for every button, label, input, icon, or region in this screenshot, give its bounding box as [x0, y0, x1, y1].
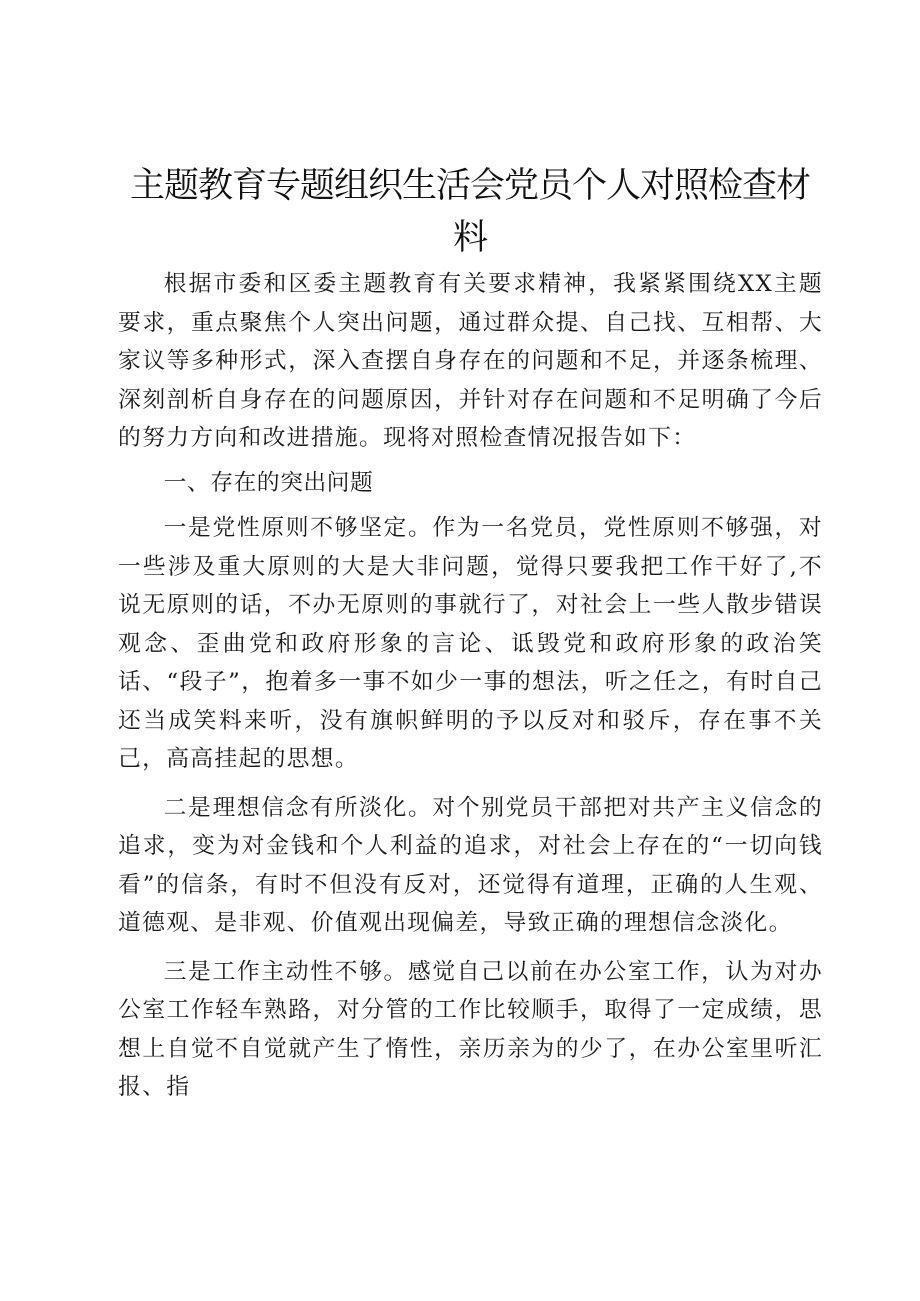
- paragraph-3: 三是工作主动性不够。感觉自己以前在办公室工作，认为对办公室工作轻车熟路，对分管的工作比较顺手，取得了一定成绩，思想上自觉不自觉就产生了惰性，亲历亲为的少了，在办公室里听汇报、指: [118, 958, 823, 1100]
- document-title: [120, 160, 820, 264]
- document-body: [118, 265, 823, 1107]
- title-line-2: 料: [452, 218, 487, 258]
- section-heading: 一、存在的突出问题: [163, 469, 374, 496]
- intro-paragraph: 根据市委和区委主题教育有关要求精神，我紧紧围绕XX主题要求，重点聚焦个人突出问题，通过群众提、自己找、互相帮、大家议等多种形式，深入查摆自身存在的问题和不足，并逐条梳理、深刻剖析自身存在的问题原因，并针对存在问题和不足明确了今后的努力方向和改进措施。现将对照检查情况报告如下：: [118, 271, 823, 451]
- paragraph-2: 二是理想信念有所淡化。对个别党员干部把对共产主义信念的追求，变为对金钱和个人利益的追求，对社会上存在的“一切向钱看”的信条，有时不但没有反对，还觉得有道理，正确的人生观、道德观、是非观、价值观出现偏差，导致正确的理想信念淡化。: [118, 794, 823, 936]
- paragraph-1: 一是党性原则不够坚定。作为一名党员，党性原则不够强，对一些涉及重大原则的大是大非问题，觉得只要我把工作干好了,不说无原则的话，不办无原则的事就行了，对社会上一些人散步错误观念、歪曲党和政府形象的言论、诋毁党和政府形象的政治笑话、“段子”，抱着多一事不如少一事的想法，听之任之，有时自己还当成笑料来听，没有旗帜鲜明的予以反对和驳斥，存在事不关己，高高挂起的思想。: [118, 515, 823, 772]
- title-line-1: 主题教育专题组织生活会党员个人对照检查材: [129, 166, 810, 206]
